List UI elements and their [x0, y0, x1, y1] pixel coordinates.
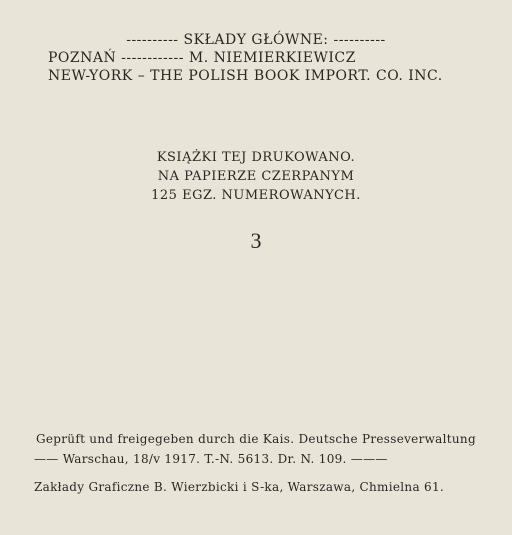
depots-heading: ---------- SKŁADY GŁÓWNE: ----------: [126, 32, 386, 48]
censorship-note: Geprüft und freigegeben durch die Kais. Deutsche Presseverwaltung: [36, 432, 476, 446]
depot-new-york: NEW-YORK – THE POLISH BOOK IMPORT. CO. INC.: [48, 68, 443, 84]
edition-line-3: 125 EGZ. NUMEROWANYCH.: [151, 188, 361, 203]
printer-imprint: Zakłady Graficzne B. Wierzbicki i S-ka, Warszawa, Chmielna 61.: [34, 480, 444, 494]
edition-line-1: KSIĄŻKI TEJ DRUKOWANO.: [156, 150, 356, 165]
censorship-details: —— Warschau, 18/v 1917. T.-N. 5613. Dr. N. 109. ———: [34, 452, 388, 466]
edition-line-2: NA PAPIERZE CZERPANYM: [157, 169, 355, 184]
copy-number: 3: [250, 228, 262, 253]
depot-poznan: POZNAŃ ------------ M. NIEMIERKIEWICZ: [48, 50, 356, 66]
